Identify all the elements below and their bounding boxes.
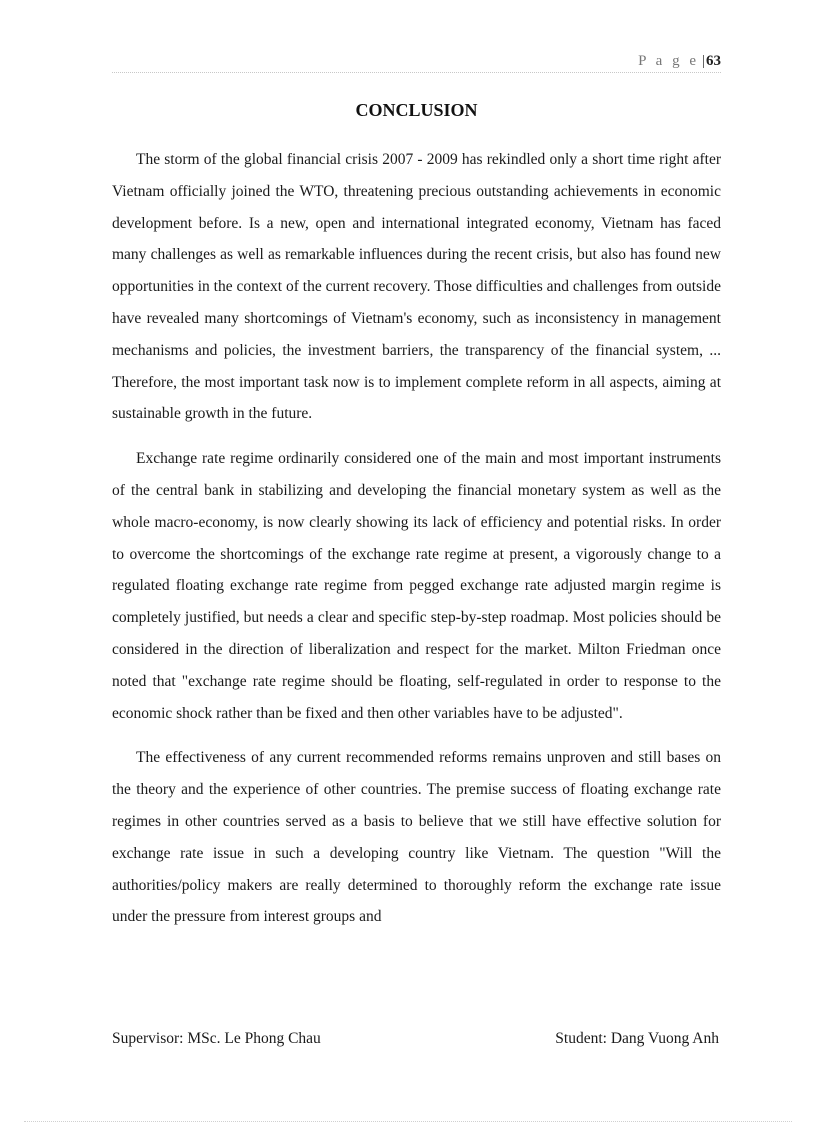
- page-title: CONCLUSION: [355, 100, 478, 120]
- paragraph-1: The storm of the global financial crisis 2007 - 2009 has rekindled only a short time right after Vietnam officially joined the WTO, threatening precious outstanding achievements in economic development before. Is a new, open and international integrated economy, Vietnam has faced many challenges as well as remarkable influences during the recent crisis, but also has found new opportunities in the context of the current recovery. Those difficulties and challenges from outside have revealed many shortcomings of Vietnam's economy, such as inconsistency in management mechanisms and policies, the investment barriers, the transparency of the financial system, ... Therefore, the most important task now is to implement complete reform in all aspects, aiming at sustainable growth in the future.: [112, 151, 721, 423]
- page-header: [112, 50, 721, 73]
- paragraph-2: Exchange rate regime ordinarily considered one of the main and most important instruments of the central bank in stabilizing and developing the financial monetary system as well as the whole macro-economy, is now clearly showing its lack of efficiency and potential risks. In order to overcome the shortcomings of the exchange rate regime at present, a vigorously change to a regulated floating exchange rate regime from pegged exchange rate adjusted margin regime is completely justified, but needs a clear and specific step-by-step roadmap. Most policies should be considered in the direction of liberalization and respect for the market. Milton Friedman once noted that "exchange rate regime should be floating, self-regulated in order to response to the economic shock rather than be fixed and then other variables have to be adjusted".: [112, 450, 721, 722]
- page-footer: [112, 1030, 719, 1048]
- bottom-divider: [24, 1121, 792, 1122]
- student-credit: Student: Dang Vuong Anh: [555, 1030, 719, 1047]
- page-number: 63: [706, 53, 721, 69]
- page-label: P a g e: [638, 53, 699, 69]
- supervisor-credit: Supervisor: MSc. Le Phong Chau: [112, 1030, 321, 1047]
- paragraph-3: The effectiveness of any current recommended reforms remains unproven and still bases on the theory and the experience of other countries. The premise success of floating exchange rate regimes in other countries served as a basis to believe that we still have effective solution for exchange rate issue in such a developing country like Vietnam. The question "Will the authorities/policy makers are really determined to thoroughly reform the exchange rate issue under the pressure from interest groups and: [112, 749, 721, 926]
- page-separator: |: [701, 53, 705, 69]
- body-text: [112, 144, 721, 946]
